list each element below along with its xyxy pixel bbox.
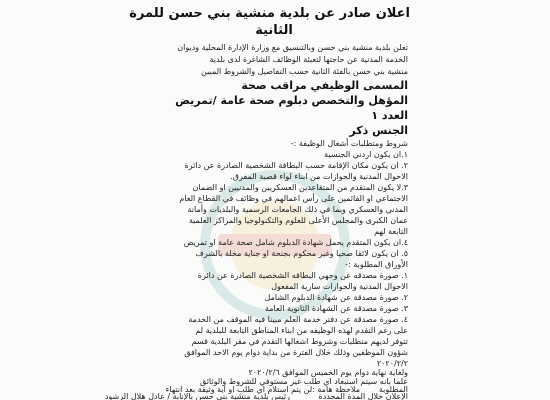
job-title: المسمى الوظيفي مراقب صحة [241,79,408,92]
gender: الجنس ذكر [349,124,408,137]
requirement-line: ٥. ان يكون لائقا صحيا وغير محكوم بجنحة او جناية مخلة بالشرف [195,249,408,258]
intro-line: الخدمة المدنية عن حاجتها لتعبئة الوظائف الشاغرة لدى بلدية [209,55,408,64]
document-line: ٤. صورة مصدقة عن دفتر خدمة العلم مبينا فيه الموقف من الخدمة [188,315,408,324]
closing-line: على رغم التقدم لهذه الوظيفه من ابناء المناطق التابعة للبلدية لم [195,326,408,335]
intro-line: تعلن بلدية منشية بني حسن وبالتنسيق مع وزارة الإدارة المحلية وديوان [177,43,408,52]
requirement-line: التابعة لهم [374,227,408,236]
document-line: ٢. صورة مصدقة عن شهادة الدبلوم الشامل [264,293,408,302]
closing-line: شؤون الموظفين وذلك خلال الفترة من بداية دوام يوم الاحد الموافق [184,348,408,357]
requirement-line: ٣.لا يكون المتقدم من المتقاعدين العسكريين والمدنيين او الضمان [192,183,408,192]
requirement-line: عمان الكبرى والمجلس الأعلى للعلوم والتكنولوجيا والمراكز العلمية [188,216,408,225]
documents-heading: الأوراق المطلوبة :- [345,260,408,269]
requirement-line: ١.ان يكون اردني الجنسية [324,150,408,159]
qualification: المؤهل والتخصص دبلوم صحة عامة /تمريض [175,94,408,107]
document-line: ٣. صورة مصدقة عن الشهادة الثانوية العامة [264,304,408,313]
closing-line: الإعلان خلال المدة المحددة [318,392,408,400]
requirements-heading: شروط ومتطلبات أشغال الوظيفة :- [290,139,408,148]
announcement-title-line2: الثانية [255,23,293,38]
closing-line: تتوفر لديهم متطلبات وشروط اشغالها التقدم في مقر البلدية قسم [191,337,408,346]
requirement-line: الاجتماعي او القائمين على رأس اعمالهم في وظائف في القطاع العام [179,194,408,203]
closing-line: علما بانه سيتم استبعاد اي طلب غير مستوفي للشروط والوثائق [200,377,408,386]
requirement-line: الاحوال المدنية والجوازات من ابناء لواء قصبة المفرق. [230,172,408,181]
intro-line: منشية بني حسن بالفئة الثانية حسب التفاصيل والشروط المبين [201,67,408,76]
announcement-document [104,0,410,400]
closing-line: المطلوبة [378,385,408,394]
signature: رئيس بلدية منشية بني حسن بالإنابة / عادل هلال الرشود [104,392,290,400]
vacancy-count: العدد ١ [371,109,408,122]
requirement-line: المدني والعسكري وبما في ذلك الجامعات الرسمية والبلديات وأمانة [187,205,408,214]
document-line: ١. صورة مصدقه عن وجهي البطاقه الشخصية الصادرة عن دائرة [197,271,408,280]
closing-line: ٢٠٢٠/٢/٢ [376,359,408,368]
closing-line: ولغاية نهاية دوام يوم الخميس الموافق ٢٠٢٠/٢/٦ [248,368,408,377]
requirement-line: ٢. ان يكون مكان الإقامة حسب البطاقة الشخصية الصادرة عن دائرة [184,161,408,170]
closing-line: ملاحظة هامة :لن يتم استلام اي طلب او اية وثيقة بعد انتهاء [165,385,360,394]
announcement-title-line1: اعلان صادر عن بلدية منشية بني حسن للمرة [129,6,410,21]
document-line: الاحوال المدنية والجوازات سارية المفعول [271,282,408,291]
requirement-line: ٤.ان يكون المتقدم يحمل شهادة الدبلوم شامل صحة عامة او تمريض [183,238,408,247]
